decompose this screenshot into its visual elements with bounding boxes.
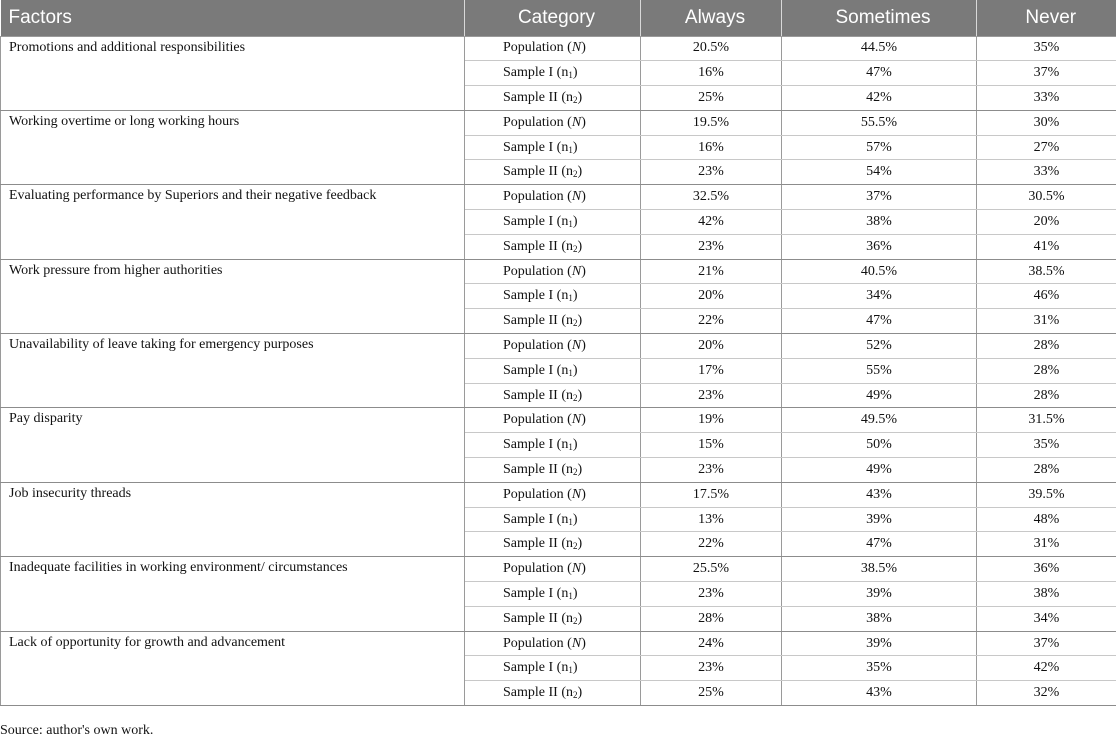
- category-close: ): [577, 164, 582, 179]
- factor-cell: Working overtime or long working hours: [1, 110, 465, 184]
- never-cell: 41%: [977, 234, 1116, 259]
- category-subscript: 1: [568, 517, 573, 527]
- table-row: [1, 259, 1116, 284]
- category-close: ): [573, 140, 578, 155]
- category-close: ): [577, 462, 582, 477]
- category-close: ): [577, 388, 582, 403]
- category-close: ): [573, 512, 578, 527]
- always-cell: 42%: [641, 210, 782, 235]
- factor-cell: Promotions and additional responsibilities: [1, 36, 465, 110]
- never-cell: 28%: [977, 358, 1116, 383]
- table-row: [1, 36, 1116, 61]
- factor-cell: Unavailability of leave taking for emergency purposes: [1, 334, 465, 408]
- never-cell: 46%: [977, 284, 1116, 309]
- factor-cell: Inadequate facilities in working environment/ circumstances: [1, 557, 465, 631]
- category-cell: [465, 135, 641, 160]
- category-close: ): [581, 264, 586, 279]
- category-subscript: 1: [568, 591, 573, 601]
- category-subscript: 2: [573, 318, 578, 328]
- table-row: [1, 110, 1116, 135]
- source-note: Source: author's own work.: [0, 723, 153, 739]
- category-label: Population (: [503, 189, 572, 204]
- category-cell: [465, 185, 641, 210]
- category-label: Sample I (n: [503, 363, 568, 378]
- category-cell: [465, 681, 641, 706]
- sometimes-cell: 38%: [782, 210, 977, 235]
- category-label: Population (: [503, 561, 572, 576]
- sometimes-cell: 42%: [782, 86, 977, 111]
- category-cell: [465, 433, 641, 458]
- always-cell: 23%: [641, 160, 782, 185]
- never-cell: 36%: [977, 557, 1116, 582]
- category-close: ): [581, 636, 586, 651]
- never-cell: 48%: [977, 507, 1116, 532]
- category-label: Sample I (n: [503, 65, 568, 80]
- sometimes-cell: 43%: [782, 681, 977, 706]
- sometimes-cell: 49%: [782, 383, 977, 408]
- sometimes-cell: 50%: [782, 433, 977, 458]
- category-close: ): [573, 65, 578, 80]
- category-cell: [465, 582, 641, 607]
- always-cell: 23%: [641, 458, 782, 483]
- category-label: Sample I (n: [503, 437, 568, 452]
- header-factors: Factors: [1, 0, 465, 36]
- never-cell: 32%: [977, 681, 1116, 706]
- always-cell: 17%: [641, 358, 782, 383]
- sometimes-cell: 47%: [782, 61, 977, 86]
- always-cell: 32.5%: [641, 185, 782, 210]
- category-close: ): [577, 611, 582, 626]
- factor-cell: Work pressure from higher authorities: [1, 259, 465, 333]
- sometimes-cell: 44.5%: [782, 36, 977, 61]
- category-cell: [465, 334, 641, 359]
- always-cell: 22%: [641, 532, 782, 557]
- never-cell: 20%: [977, 210, 1116, 235]
- category-subscript: 2: [573, 467, 578, 477]
- always-cell: 24%: [641, 631, 782, 656]
- never-cell: 39.5%: [977, 482, 1116, 507]
- category-cell: [465, 507, 641, 532]
- sometimes-cell: 55%: [782, 358, 977, 383]
- never-cell: 27%: [977, 135, 1116, 160]
- table-row: [1, 631, 1116, 656]
- category-symbol: N: [572, 412, 581, 427]
- never-cell: 33%: [977, 160, 1116, 185]
- category-subscript: 1: [568, 145, 573, 155]
- category-label: Sample II (n: [503, 164, 573, 179]
- category-symbol: N: [572, 338, 581, 353]
- category-label: Sample I (n: [503, 288, 568, 303]
- category-subscript: 2: [573, 690, 578, 700]
- category-cell: [465, 458, 641, 483]
- always-cell: 15%: [641, 433, 782, 458]
- factor-cell: Evaluating performance by Superiors and their negative feedback: [1, 185, 465, 259]
- category-label: Population (: [503, 40, 572, 55]
- sometimes-cell: 38.5%: [782, 557, 977, 582]
- never-cell: 28%: [977, 458, 1116, 483]
- always-cell: 17.5%: [641, 482, 782, 507]
- always-cell: 16%: [641, 135, 782, 160]
- category-close: ): [581, 115, 586, 130]
- sometimes-cell: 39%: [782, 507, 977, 532]
- never-cell: 30%: [977, 110, 1116, 135]
- sometimes-cell: 52%: [782, 334, 977, 359]
- category-label: Population (: [503, 115, 572, 130]
- category-label: Population (: [503, 264, 572, 279]
- category-subscript: 1: [568, 368, 573, 378]
- always-cell: 23%: [641, 582, 782, 607]
- header-category: Category: [465, 0, 641, 36]
- sometimes-cell: 49%: [782, 458, 977, 483]
- sometimes-cell: 54%: [782, 160, 977, 185]
- category-cell: [465, 110, 641, 135]
- category-label: Sample II (n: [503, 611, 573, 626]
- sometimes-cell: 49.5%: [782, 408, 977, 433]
- sometimes-cell: 37%: [782, 185, 977, 210]
- always-cell: 20.5%: [641, 36, 782, 61]
- sometimes-cell: 43%: [782, 482, 977, 507]
- category-close: ): [573, 437, 578, 452]
- category-subscript: 2: [573, 616, 578, 626]
- never-cell: 37%: [977, 631, 1116, 656]
- category-cell: [465, 284, 641, 309]
- category-close: ): [573, 586, 578, 601]
- category-close: ): [577, 239, 582, 254]
- sometimes-cell: 47%: [782, 309, 977, 334]
- always-cell: 22%: [641, 309, 782, 334]
- sometimes-cell: 34%: [782, 284, 977, 309]
- sometimes-cell: 36%: [782, 234, 977, 259]
- sometimes-cell: 35%: [782, 656, 977, 681]
- factor-cell: Pay disparity: [1, 408, 465, 482]
- category-cell: [465, 606, 641, 631]
- category-close: ): [581, 189, 586, 204]
- always-cell: 25.5%: [641, 557, 782, 582]
- category-label: Sample II (n: [503, 536, 573, 551]
- table-row: [1, 557, 1116, 582]
- category-subscript: 2: [573, 393, 578, 403]
- category-symbol: N: [572, 487, 581, 502]
- category-symbol: N: [572, 40, 581, 55]
- category-label: Population (: [503, 412, 572, 427]
- table-row: [1, 482, 1116, 507]
- category-label: Sample II (n: [503, 239, 573, 254]
- sometimes-cell: 57%: [782, 135, 977, 160]
- category-cell: [465, 160, 641, 185]
- category-symbol: N: [572, 636, 581, 651]
- always-cell: 21%: [641, 259, 782, 284]
- sometimes-cell: 47%: [782, 532, 977, 557]
- category-cell: [465, 408, 641, 433]
- category-label: Population (: [503, 338, 572, 353]
- always-cell: 19.5%: [641, 110, 782, 135]
- category-close: ): [581, 561, 586, 576]
- never-cell: 31%: [977, 309, 1116, 334]
- sometimes-cell: 39%: [782, 582, 977, 607]
- category-close: ): [581, 338, 586, 353]
- category-cell: [465, 631, 641, 656]
- factor-cell: Lack of opportunity for growth and advancement: [1, 631, 465, 705]
- table-row: [1, 334, 1116, 359]
- category-close: ): [581, 40, 586, 55]
- never-cell: 35%: [977, 36, 1116, 61]
- never-cell: 28%: [977, 383, 1116, 408]
- category-label: Population (: [503, 636, 572, 651]
- category-subscript: 2: [573, 244, 578, 254]
- category-subscript: 1: [568, 219, 573, 229]
- category-close: ): [577, 313, 582, 328]
- always-cell: 23%: [641, 234, 782, 259]
- category-symbol: N: [572, 561, 581, 576]
- header-never: Never: [977, 0, 1116, 36]
- never-cell: 33%: [977, 86, 1116, 111]
- category-close: ): [577, 90, 582, 105]
- category-label: Sample I (n: [503, 512, 568, 527]
- category-cell: [465, 656, 641, 681]
- category-label: Sample I (n: [503, 660, 568, 675]
- always-cell: 20%: [641, 334, 782, 359]
- never-cell: 42%: [977, 656, 1116, 681]
- category-label: Sample I (n: [503, 140, 568, 155]
- category-cell: [465, 383, 641, 408]
- category-cell: [465, 210, 641, 235]
- category-cell: [465, 309, 641, 334]
- category-symbol: N: [572, 189, 581, 204]
- category-label: Sample II (n: [503, 313, 573, 328]
- category-cell: [465, 358, 641, 383]
- category-subscript: 2: [573, 541, 578, 551]
- never-cell: 31%: [977, 532, 1116, 557]
- category-cell: [465, 234, 641, 259]
- header-always: Always: [641, 0, 782, 36]
- category-subscript: 2: [573, 95, 578, 105]
- never-cell: 31.5%: [977, 408, 1116, 433]
- always-cell: 20%: [641, 284, 782, 309]
- never-cell: 35%: [977, 433, 1116, 458]
- category-subscript: 1: [568, 665, 573, 675]
- category-close: ): [581, 487, 586, 502]
- category-cell: [465, 259, 641, 284]
- category-subscript: 1: [568, 70, 573, 80]
- always-cell: 13%: [641, 507, 782, 532]
- category-subscript: 1: [568, 442, 573, 452]
- sometimes-cell: 39%: [782, 631, 977, 656]
- category-cell: [465, 482, 641, 507]
- category-label: Sample II (n: [503, 90, 573, 105]
- always-cell: 19%: [641, 408, 782, 433]
- category-label: Sample I (n: [503, 586, 568, 601]
- category-label: Sample II (n: [503, 388, 573, 403]
- table-body: [1, 36, 1116, 706]
- category-cell: [465, 557, 641, 582]
- category-label: Sample I (n: [503, 214, 568, 229]
- table-row: [1, 408, 1116, 433]
- sometimes-cell: 38%: [782, 606, 977, 631]
- category-close: ): [573, 288, 578, 303]
- always-cell: 25%: [641, 681, 782, 706]
- category-close: ): [573, 660, 578, 675]
- always-cell: 23%: [641, 383, 782, 408]
- never-cell: 30.5%: [977, 185, 1116, 210]
- always-cell: 25%: [641, 86, 782, 111]
- category-cell: [465, 61, 641, 86]
- category-close: ): [573, 363, 578, 378]
- category-close: ): [577, 685, 582, 700]
- factor-cell: Job insecurity threads: [1, 482, 465, 556]
- category-label: Population (: [503, 487, 572, 502]
- never-cell: 37%: [977, 61, 1116, 86]
- category-cell: [465, 36, 641, 61]
- header-row: [1, 0, 1116, 36]
- always-cell: 16%: [641, 61, 782, 86]
- category-cell: [465, 86, 641, 111]
- sometimes-cell: 55.5%: [782, 110, 977, 135]
- never-cell: 34%: [977, 606, 1116, 631]
- category-cell: [465, 532, 641, 557]
- table-row: [1, 185, 1116, 210]
- category-symbol: N: [572, 264, 581, 279]
- header-sometimes: Sometimes: [782, 0, 977, 36]
- category-subscript: 1: [568, 293, 573, 303]
- always-cell: 23%: [641, 656, 782, 681]
- never-cell: 38%: [977, 582, 1116, 607]
- never-cell: 38.5%: [977, 259, 1116, 284]
- never-cell: 28%: [977, 334, 1116, 359]
- category-label: Sample II (n: [503, 462, 573, 477]
- sometimes-cell: 40.5%: [782, 259, 977, 284]
- category-close: ): [581, 412, 586, 427]
- always-cell: 28%: [641, 606, 782, 631]
- category-subscript: 2: [573, 169, 578, 179]
- category-close: ): [573, 214, 578, 229]
- category-label: Sample II (n: [503, 685, 573, 700]
- category-symbol: N: [572, 115, 581, 130]
- category-close: ): [577, 536, 582, 551]
